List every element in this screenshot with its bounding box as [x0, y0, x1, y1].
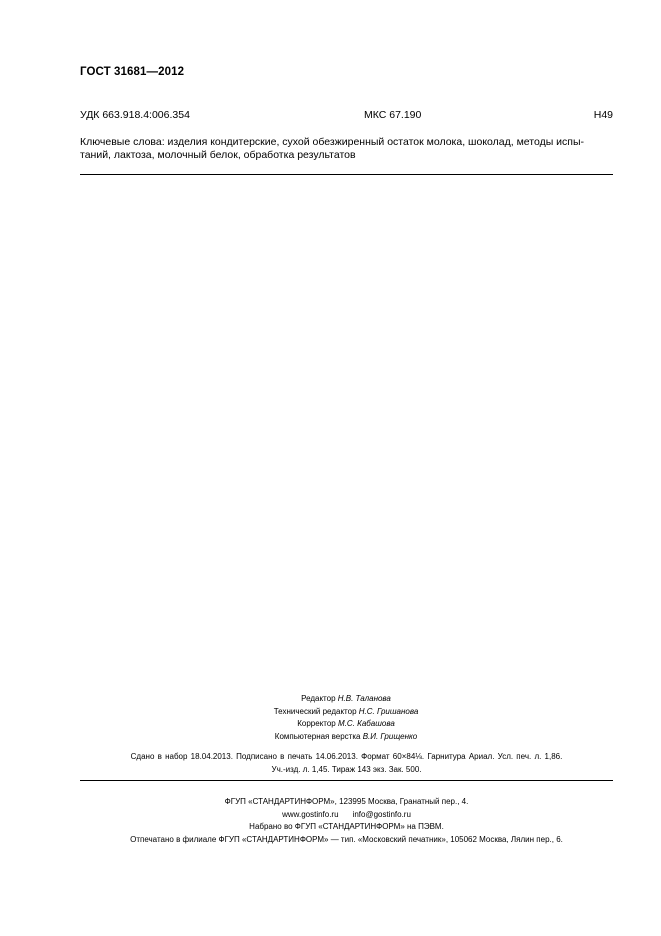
- standard-code: ГОСТ 31681—2012: [80, 66, 185, 78]
- print-info-line-1: Сдано в набор 18.04.2013. Подписано в печать 14.06.2013. Формат 60×84⅛. Гарнитура Ариал. Усл. печ. л. 1,86.: [130, 752, 563, 761]
- publisher-block: [80, 796, 613, 846]
- publisher-line-1: ФГУП «СТАНДАРТИНФОРМ», 123995 Москва, Гранатный пер., 4.: [224, 797, 469, 806]
- okstu-code: Н49: [593, 109, 613, 121]
- keywords-line-1: Ключевые слова: изделия кондитерские, сухой обезжиренный остаток молока, шоколад, методы испы-: [80, 136, 585, 148]
- tech-editor-row: [200, 706, 492, 719]
- keywords-block: [80, 136, 615, 162]
- corrector-row: [200, 718, 492, 731]
- imprint-divider: [80, 780, 613, 781]
- editor-name: Н.В. Таланова: [337, 694, 391, 703]
- layout-name: В.И. Грищенко: [362, 731, 418, 741]
- print-info-block: [80, 751, 613, 776]
- editor-row: [200, 693, 492, 706]
- credits-block: [200, 693, 492, 743]
- print-info-line-2: Уч.-изд. л. 1,45. Тираж 143 экз. Зак. 500.: [271, 764, 422, 774]
- layout-row: [200, 731, 492, 744]
- layout-label: Компьютерная верстка: [274, 731, 361, 741]
- tech-editor-name: Н.С. Гришанова: [358, 706, 419, 716]
- mks-code: МКС 67.190: [364, 109, 422, 121]
- publisher-website[interactable]: www.gostinfo.ru: [282, 809, 339, 819]
- udk-code: УДК 663.918.4:006.354: [80, 109, 190, 121]
- publisher-email[interactable]: info@gostinfo.ru: [352, 809, 411, 819]
- publisher-line-3: Набрано во ФГУП «СТАНДАРТИНФОРМ» на ПЭВМ.: [249, 822, 444, 831]
- tech-editor-label: Технический редактор: [273, 706, 357, 716]
- publisher-line-4: Отпечатано в филиале ФГУП «СТАНДАРТИНФОРМ» — тип. «Московский печатник», 105062 Москва, Лялин пер., 6.: [130, 834, 563, 844]
- keywords-line-2: таний, лактоза, молочный белок, обработка результатов: [80, 149, 356, 161]
- publisher-contacts: [80, 809, 613, 822]
- corrector-label: Корректор: [297, 719, 336, 728]
- keywords-divider: [80, 174, 613, 175]
- corrector-name: М.С. Кабашова: [338, 719, 395, 728]
- editor-label: Редактор: [301, 694, 336, 703]
- classification-codes: [80, 109, 613, 123]
